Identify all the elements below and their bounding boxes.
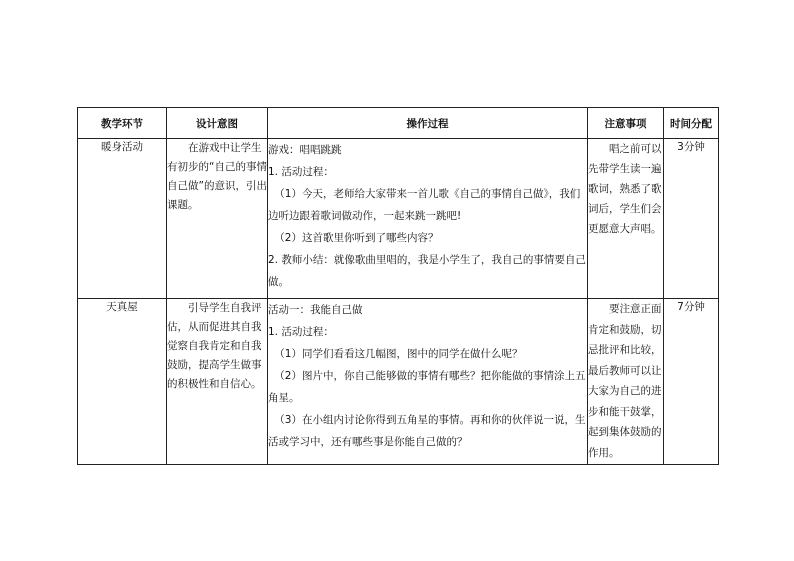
table-row — [78, 299, 719, 465]
process-line: （2）图片中，你自己能够做的事情有哪些？把你能做的事情涂上五角星。 — [268, 370, 586, 404]
header-stage: 教学环节 — [78, 108, 167, 139]
lesson-plan-table — [77, 107, 719, 465]
process-line: 2. 教师小结：就像歌曲里唱的，我是小学生了，我自己的事情要自己做。 — [268, 254, 586, 288]
process-line: （3）在小组内讨论你得到五角星的事情。再和你的伙伴说一说，生活或学习中，还有哪些事是你能自己做的？ — [268, 414, 586, 448]
process-cell — [268, 139, 588, 299]
process-line: 活动一：我能自己做 — [268, 304, 363, 316]
stage-cell: 暖身活动 — [78, 139, 167, 299]
header-intent: 设计意图 — [167, 108, 268, 139]
process-line: 1. 活动过程： — [268, 166, 334, 178]
time-cell: 3分钟 — [664, 139, 719, 299]
stage-cell: 天真屋 — [78, 299, 167, 465]
note-cell: 要注意正面肯定和鼓励，切忌批评和比较，最后教师可以让大家为自己的进步和能干鼓掌，起到集体鼓励的作用。 — [588, 299, 664, 465]
header-time: 时间分配 — [664, 108, 719, 139]
time-cell: 7分钟 — [664, 299, 719, 465]
header-process: 操作过程 — [268, 108, 588, 139]
header-row — [78, 108, 719, 139]
process-line: 1. 活动过程： — [268, 326, 334, 338]
process-line: （1）同学们看看这几幅图，图中的同学在做什么呢？ — [274, 348, 523, 360]
process-line: （2）这首歌里你听到了哪些内容？ — [274, 232, 439, 244]
process-cell — [268, 299, 588, 465]
table-row — [78, 139, 719, 299]
note-cell: 唱之前可以先带学生读一遍歌词，熟悉了歌词后，学生们会更愿意大声唱。 — [588, 139, 664, 299]
header-notes: 注意事项 — [588, 108, 664, 139]
process-line: 游戏：唱唱跳跳 — [268, 144, 342, 156]
process-line: （1）今天，老师给大家带来一首儿歌《自己的事情自己做》，我们边听边跟着歌词做动作，一起来跳一跳吧! — [268, 188, 581, 222]
intent-cell: 引导学生自我评估，从而促进其自我觉察自我肯定和自我鼓励，提高学生做事的积极性和自信心。 — [167, 299, 268, 465]
intent-cell: 在游戏中让学生有初步的“自己的事情自己做”的意识，引出课题。 — [167, 139, 268, 299]
